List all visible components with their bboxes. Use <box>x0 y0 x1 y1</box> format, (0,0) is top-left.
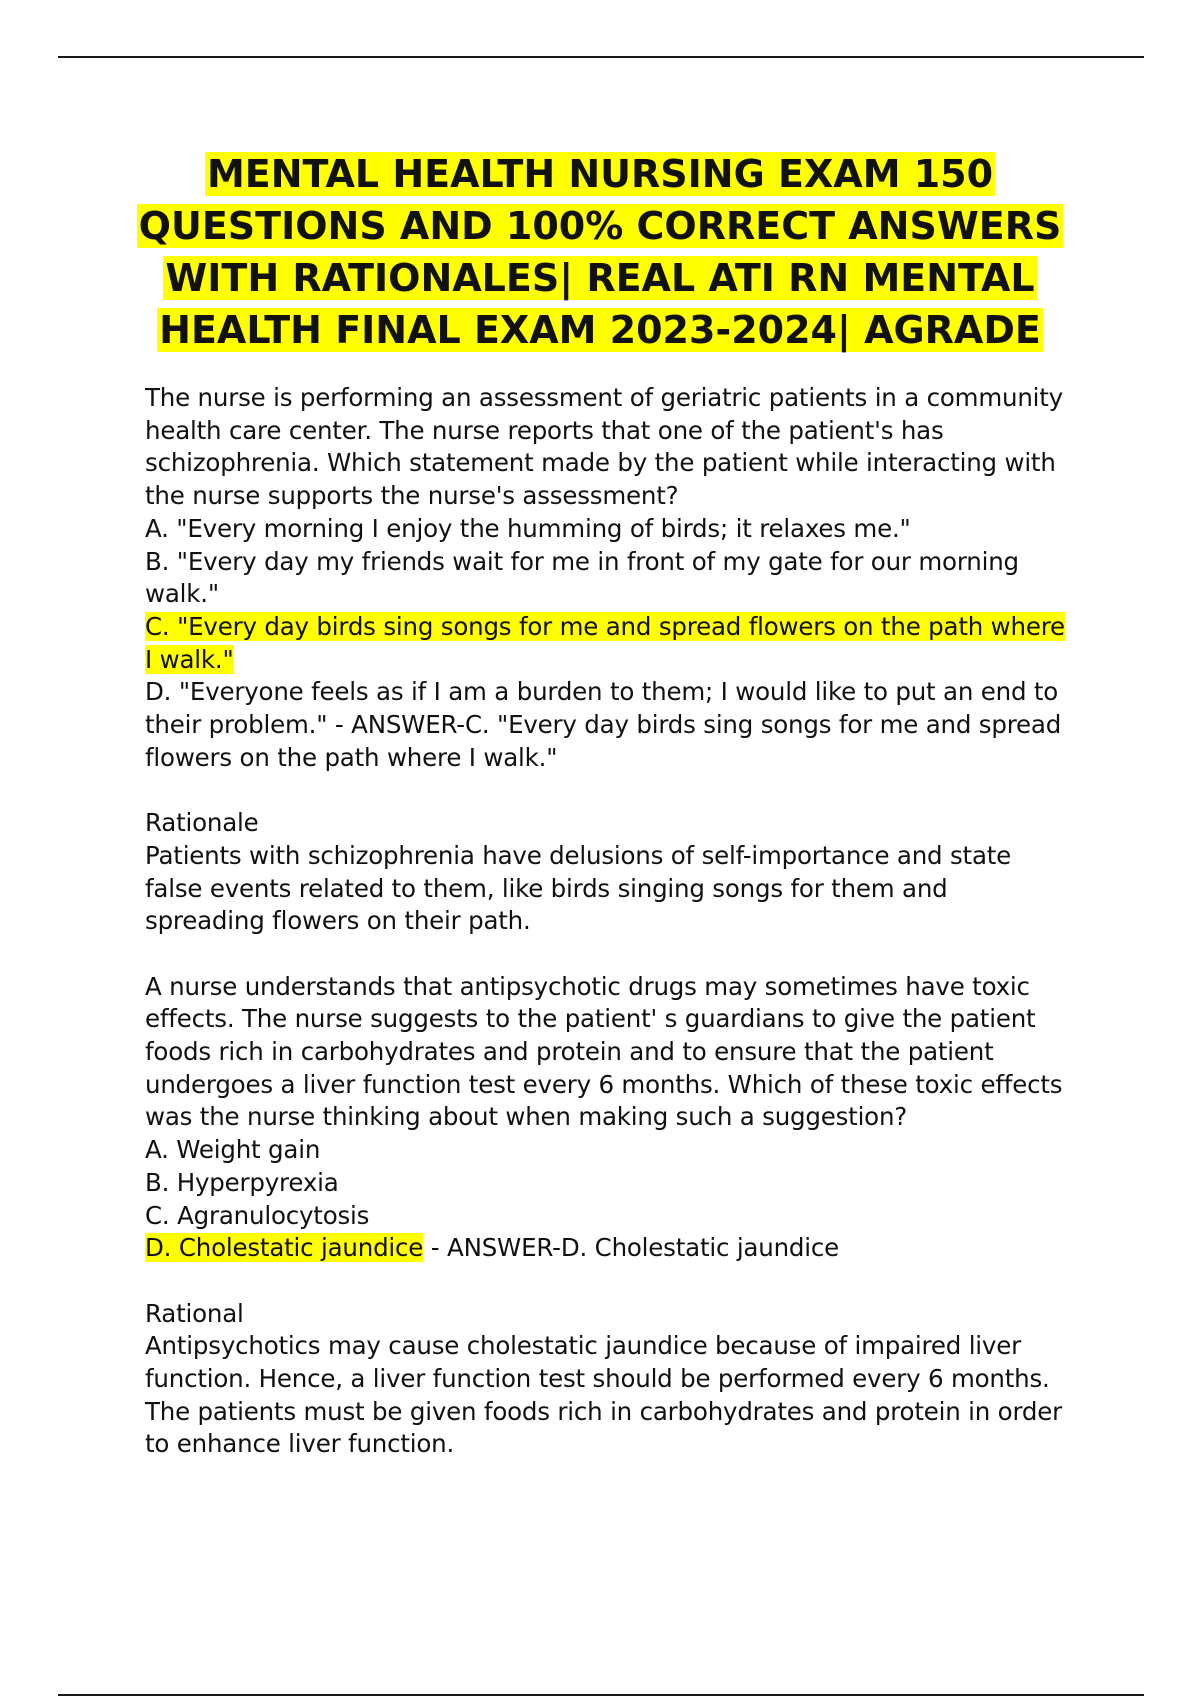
question-stem: A nurse understands that antipsychotic drugs may sometimes have toxic effects. The nurse suggests to the patient' s guardians to give the patient foods rich in carbohydrates and protein and to ensure that the patient undergoes a liver function test every 6 months. Which of these toxic effects was the nurse thinking about when making such a suggestion? <box>145 971 1063 1132</box>
option-a: A. Weight gain <box>145 1135 321 1165</box>
rationale-text: Patients with schizophrenia have delusions of self-importance and state false events related to them, like birds singing songs for them and spreading flowers on their path. <box>145 840 1012 936</box>
top-rule <box>58 56 1144 58</box>
option-d: D. "Everyone feels as if I am a burden to them; I would like to put an end to their problem." <box>145 677 1059 740</box>
question-1 <box>145 382 1065 938</box>
answer-text: - ANSWER-D. Cholestatic jaundice <box>423 1233 839 1263</box>
rationale-text: Antipsychotics may cause cholestatic jaundice because of impaired liver function. Hence, a liver function test should be performed every 6 months. The patients must be given foods rich in carbohydrates and protein in order to enhance liver function. <box>145 1331 1063 1459</box>
rationale-heading: Rational <box>145 1298 244 1328</box>
document-body <box>145 382 1065 1461</box>
option-d-with-answer <box>145 676 1065 774</box>
rationale-heading: Rationale <box>145 808 259 838</box>
correct-option-highlight: D. Cholestatic jaundice <box>145 1233 424 1263</box>
spacer <box>145 1265 1065 1298</box>
question-stem: The nurse is performing an assessment of geriatric patients in a community health care center. The nurse reports that one of the patient's has schizophrenia. Which statement made by the patient while interacting with the nurse supports the nurse's assessment? <box>145 383 1063 511</box>
option-a: A. "Every morning I enjoy the humming of birds; it relaxes me." <box>145 513 911 543</box>
question-2 <box>145 971 1065 1462</box>
option-d-with-answer <box>145 1232 1065 1265</box>
title-highlight: MENTAL HEALTH NURSING EXAM 150 QUESTIONS AND 100% CORRECT ANSWERS WITH RATIONALES| REAL ATI RN MENTAL HEALTH FINAL EXAM 2023-2024| AGRADE <box>138 152 1062 352</box>
option-c-highlighted <box>145 611 1065 676</box>
title-block <box>100 148 1100 356</box>
option-b: B. Hyperpyrexia <box>145 1167 339 1197</box>
answer-text: - ANSWER-C. "Every day birds sing songs for me and spread flowers on the path where I walk." <box>145 710 1062 772</box>
option-c: C. Agranulocytosis <box>145 1200 370 1230</box>
spacer <box>145 938 1065 971</box>
correct-option-highlight: C. "Every day birds sing songs for me and spread flowers on the path where I walk." <box>145 611 1065 674</box>
option-b: B. "Every day my friends wait for me in front of my gate for our morning walk." <box>145 546 1019 609</box>
bottom-rule <box>58 1694 1144 1696</box>
page-title <box>100 148 1100 356</box>
spacer <box>145 774 1065 807</box>
